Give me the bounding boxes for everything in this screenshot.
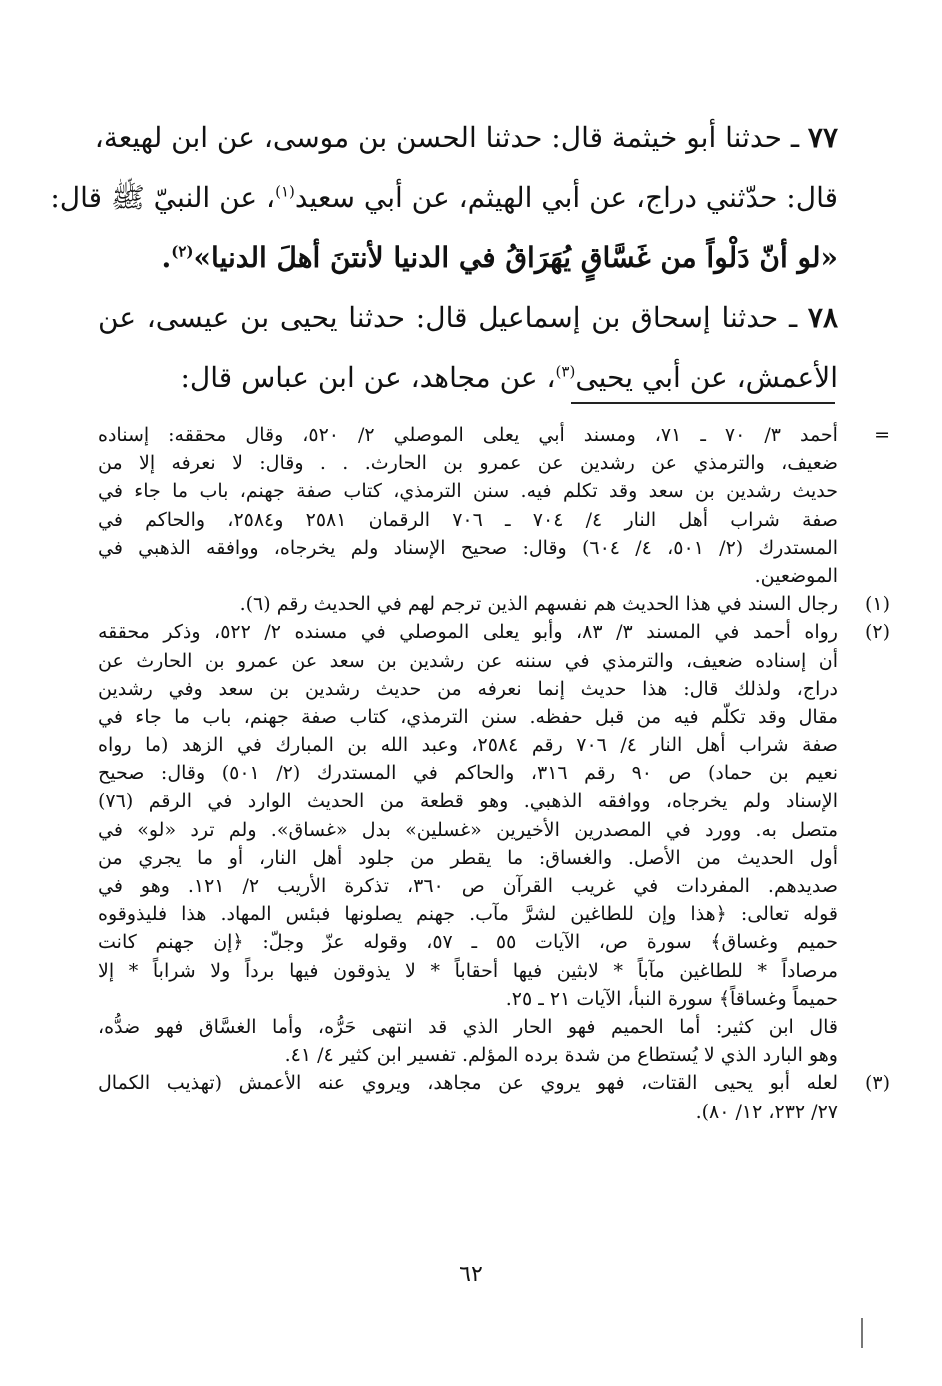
footnote-line: رواه أحمد في المسند ٣/ ٨٣، وأبو يعلى الموصلي في مسنده ٢/ ٥٢٢، وذكر محققه: [98, 621, 838, 644]
main-text: [50, 108, 838, 408]
line-text-after: .: [161, 241, 172, 274]
footnote-separator: [571, 402, 835, 404]
footnote-line: أن إسناده ضعيف، والترمذي في سننه عن رشدين بن سعد عن عمرو بن الحارث عن: [98, 649, 838, 672]
footnote-line: أول الحديث من الأصل. والغساق: ما يقطر من جلود أهل النار، أو ما يجري من: [98, 846, 838, 869]
footnote-line: حميماً وغساقاً﴾ سورة النبأ، الآيات ٢١ ـ ٢٥.: [505, 987, 838, 1010]
line-text: قال: حدّثني دراج، عن أبي الهيثم، عن أبي سعيد: [294, 181, 838, 214]
line-text: «لو أنّ دَلْواً من غَسَّاقٍ يُهَرَاقُ في الدنيا لأنتنَ أهلَ الدنيا»: [193, 241, 838, 274]
footnote-line: أحمد ٣/ ٧٠ ـ ٧١، ومسند أبي يعلى الموصلي ٢/ ٥٢٠، وقال محققه: إسناده: [98, 424, 838, 446]
hadith-77-matn: [98, 228, 838, 288]
footnote-line: حميم وغساق﴾ سورة ص، الآيات ٥٥ ـ ٥٧، وقوله عزّ وجلّ: ﴿إن جهنم كانت: [98, 931, 839, 954]
hadith-77-line-2: [50, 168, 838, 228]
footnote-line: صفة شراب أهل النار ٤/ ٧٠٤ ـ ٧٠٦ الرقمان ٢٥٨١ و٢٥٨٤، والحاكم في: [98, 508, 838, 531]
footnotes: [98, 421, 894, 1126]
footnote-line: متصل به. وورد في المصدرين الأخيرين «غسلين» بدل «غساق». ولم ترد «لو» في: [98, 818, 838, 841]
footnote-continued: [98, 421, 894, 590]
footnote-line: قال ابن كثير: أما الحميم فهو الحار الذي قد انتهى حَرُّه، وأما الغسَّاق فهو ضدُّه،: [98, 1015, 838, 1038]
footnote-line: لعله أبو يحيى القتات، فهو يروي عن مجاهد، ويروي عنه الأعمش (تهذيب الكمال: [98, 1072, 838, 1095]
footnote-line: مرصاداً * للطاغين مآباً * لابثين فيها أحقاباً * لا يذوقون فيها برداً ولا شراباً * إلا: [98, 959, 838, 982]
footnote-line: حديث رشدين بن سعد وقد تكلم فيه. سنن الترمذي، كتاب صفة جهنم، باب ما جاء في: [98, 480, 838, 503]
line-text-after: ، عن مجاهد، عن ابن عباس قال:: [180, 361, 556, 394]
footnote-ref[interactable]: (٣): [555, 362, 576, 381]
footnote-marker: =: [874, 424, 890, 446]
footnote-line: دراج، ولذلك قال: هذا حديث إنما نعرفه من حديث رشدين بن سعد وفي رشدين: [98, 677, 838, 700]
hadith-78-line-2: [98, 348, 838, 408]
hadith-77-line-1: [94, 108, 838, 168]
hadith-number: ٧٨: [807, 301, 838, 334]
footnote-line: المستدرك (٢/ ٥٠١، ٤/ ٦٠٤) وقال: صحيح الإسناد ولم يخرجاه، ووافقه الذهبي في: [98, 536, 838, 559]
line-text-after: ، عن النبيّ ﷺ قال:: [50, 181, 276, 214]
footnote-marker: (٣): [864, 1072, 890, 1095]
footnote-ref[interactable]: (١): [275, 182, 295, 201]
footnote-line: صديدهم. المفردات في غريب القرآن ص ٣٦٠، تذكرة الأريب ٢/ ١٢١. وهو في: [98, 875, 838, 898]
footnote-line: مقال وقد تكلّم فيه من قبل حفظه. سنن الترمذي، كتاب صفة جهنم، باب ما جاء في: [98, 705, 838, 728]
footnote-ref[interactable]: (٢): [171, 242, 194, 261]
footnote-line: ٢٧/ ٢٣٢، ١٢/ ٨٠).: [695, 1100, 838, 1123]
line-text: الأعمش، عن أبي يحيى: [575, 361, 838, 394]
hadith-78-line-1: [98, 288, 838, 348]
footnote-marker: (٢): [864, 621, 890, 644]
hadith-number: ٧٧: [807, 121, 838, 154]
margin-mark: [861, 1318, 863, 1348]
footnote-2: [98, 618, 894, 1069]
footnote-line: رجال السند في هذا الحديث هم نفسهم الذين ترجم لهم في الحديث رقم (٦).: [239, 593, 838, 616]
footnote-1: [98, 590, 894, 618]
footnote-line: ضعيف، والترمذي عن رشدين عن عمرو بن الحارث. . . وقال: لا نعرفه إلا من: [98, 452, 838, 475]
line-text: ـ حدثنا إسحاق بن إسماعيل قال: حدثنا يحيى بن عيسى، عن: [98, 301, 808, 334]
footnote-line: نعيم بن حماد) ص ٩٠ رقم ٣١٦، والحاكم في المستدرك (٢/ ٥٠١) وقال: صحيح: [98, 762, 839, 785]
footnote-marker: (١): [864, 593, 890, 616]
footnote-line: قوله تعالى: ﴿هذا وإن للطاغين لشرَّ مآب. جهنم يصلونها فبئس المهاد. هذا فليذوقوه: [98, 903, 838, 926]
footnote-line: وهو البارد الذي لا يُستطاع من شدة برده المؤلم. تفسير ابن كثير ٤/ ٤١.: [284, 1044, 838, 1067]
footnote-line: الموضعين.: [754, 564, 838, 587]
footnote-line: صفة شراب أهل النار ٤/ ٧٠٦ رقم ٢٥٨٤، وعبد الله بن المبارك في الزهد (ما رواه: [98, 734, 838, 757]
footnote-3: [98, 1069, 894, 1125]
line-text: ـ حدثنا أبو خيثمة قال: حدثنا الحسن بن موسى، عن ابن لهيعة،: [94, 121, 808, 154]
footnote-line: الإسناد ولم يخرجاه، ووافقه الذهبي. وهو قطعة من الحديث الوارد في الرقم (٧٦): [98, 790, 838, 813]
page-number: ٦٢: [459, 1262, 483, 1287]
